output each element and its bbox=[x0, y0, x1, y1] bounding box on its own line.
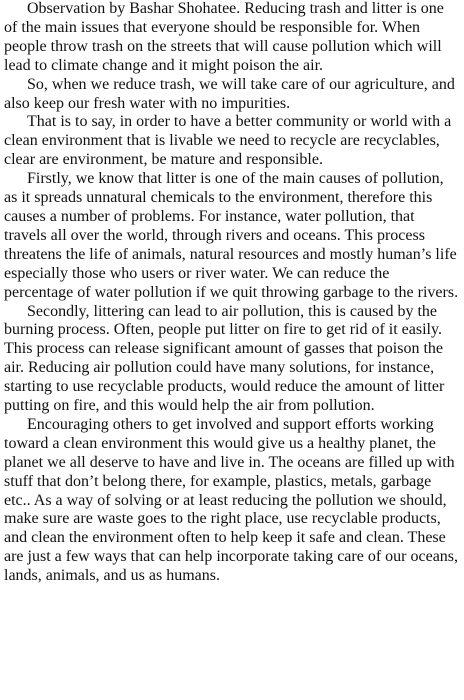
paragraph-conclusion: Encouraging others to get involved and support efforts working toward a clean environment this would give us a healthy planet, the planet we all deserve to have and live in. The oceans are filled up with stuff that don’t belong there, for example, plastics, metals, garbage etc.. As a way of solving or at least reducing the pollution we should, make sure are waste goes to the right place, use recyclable products, and clean the environment often to help keep it safe and clean. These are just a few ways that can help incorporate taking care of our oceans, lands, animals, and us as humans. bbox=[4, 415, 459, 585]
paragraph-water-pollution: Firstly, we know that litter is one of the main causes of pollution, as it spreads unnatural chemicals to the environment, therefore this causes a number of problems. For instance, water pollution, that travels all over the world, through rivers and oceans. This process threatens the life of animals, natural resources and mostly human’s life especially those who users or river water. We can reduce the percentage of water pollution if we quit throwing garbage to the rivers. bbox=[4, 170, 459, 301]
paragraph-agriculture: So, when we reduce trash, we will take care of our agriculture, and also keep our fresh water with no impurities. bbox=[4, 75, 455, 112]
paragraph-air-pollution: Secondly, littering can lead to air pollution, this is caused by the burning process. Often, people put litter on fire to get rid of it easily. This process can release significant amount of gasses that poison the air. Reducing air pollution could have many solutions, for instance, starting to use recyclable products, would reduce the amount of litter putting on fire, and this would help the air from pollution. bbox=[4, 302, 445, 415]
paragraph-thesis: That is to say, in order to have a better community or world with a clean environment that is livable we need to recycle are recyclables, clear are environment, be mature and responsible. bbox=[4, 113, 452, 169]
paragraph-introduction: Observation by Bashar Shohatee. Reducing trash and litter is one of the main issues that everyone should be responsible for. When people throw trash on the streets that will cause pollution which will lead to climate change and it might poison the air. bbox=[4, 0, 444, 74]
